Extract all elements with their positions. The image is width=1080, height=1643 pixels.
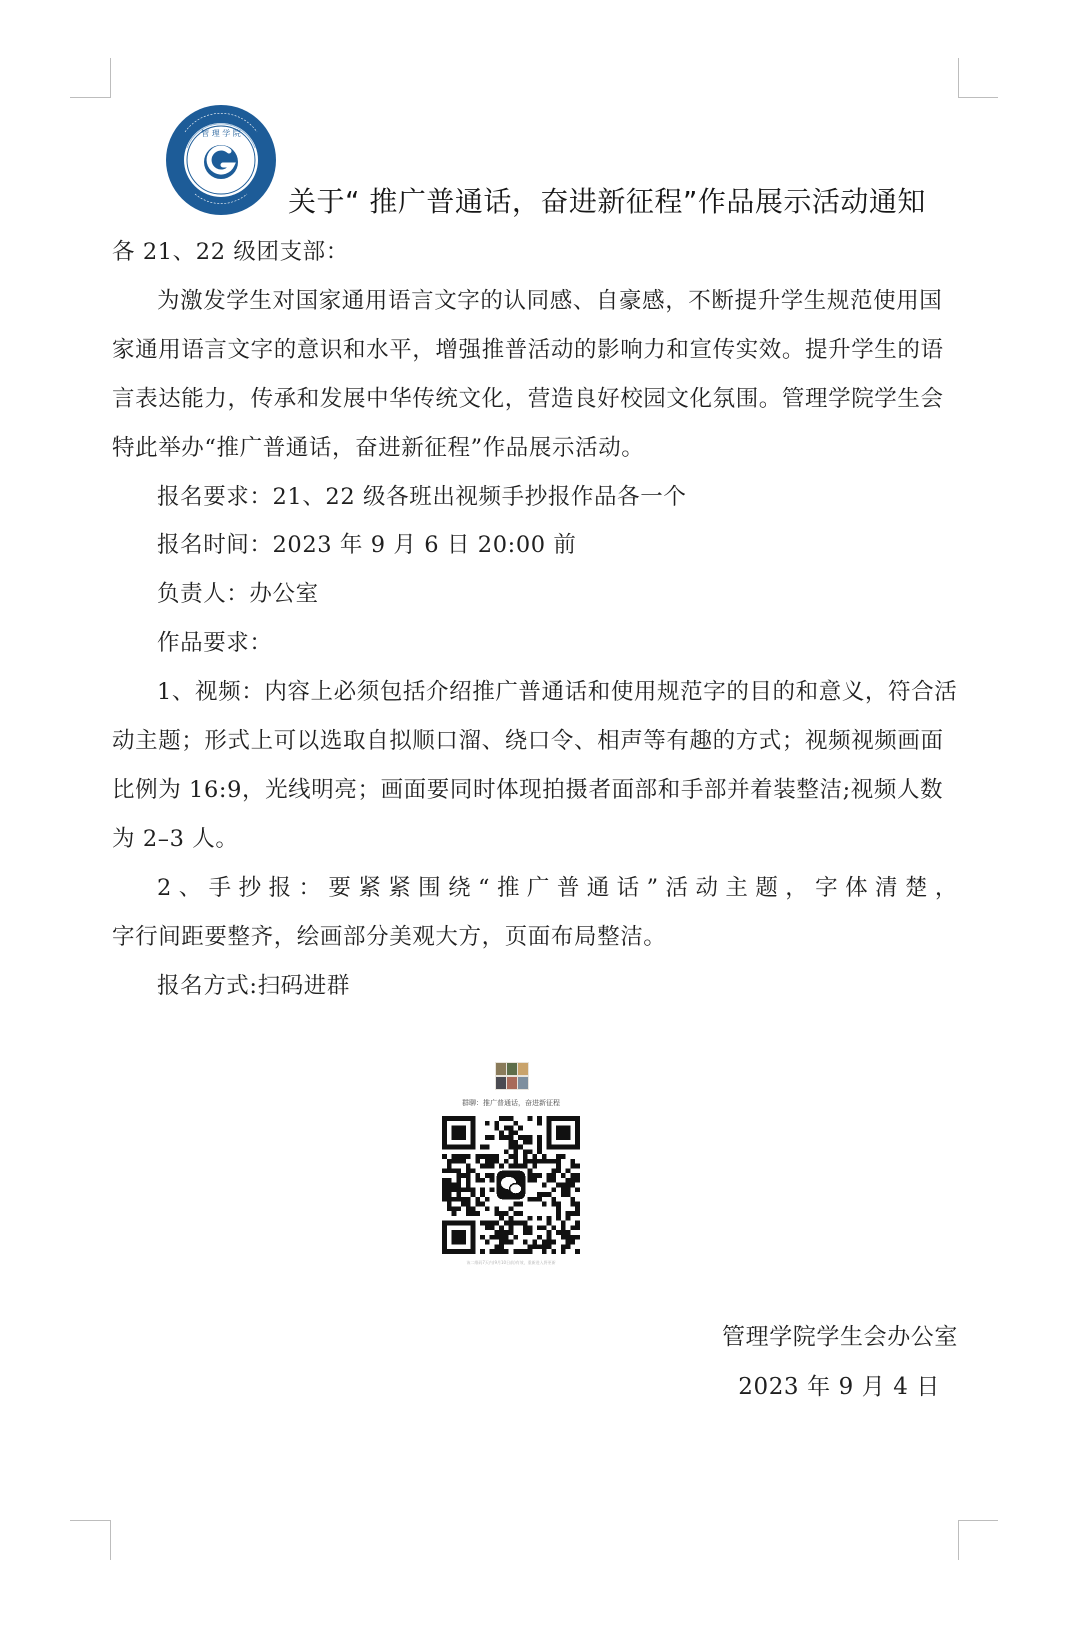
signature-date: 2023 年 9 月 4 日 <box>738 1374 940 1400</box>
college-seal-icon <box>165 104 277 216</box>
crop-mark-bottom-left <box>110 1520 111 1560</box>
poster-requirement-line: 2、手抄报：要紧紧围绕“推广普通话”活动主题，字体清楚， <box>157 874 958 901</box>
crop-mark-bottom-left <box>70 1520 110 1521</box>
intro-paragraph: 为激发学生对国家通用语言文字的认同感、自豪感，不断提升学生规范使用国家通用语言文字的意识和水平，增强推普活动的影响力和宣传实效。提升学生的语言表达能力，传承和发展中华传统文化，营造良好校园文化氛围。管理学院学生会特此举办“推广普通话，奋进新征程”作品展示活动。 <box>112 287 944 461</box>
group-name-label: 群聊：推广普通话，奋进新征程 <box>462 1099 560 1107</box>
person-in-charge: 负责人：办公室 <box>157 581 319 608</box>
crop-mark-bottom-right <box>958 1520 959 1560</box>
crop-mark-top-left <box>110 58 111 98</box>
svg-text:管 理 学 院: 管 理 学 院 <box>201 129 241 138</box>
group-avatar-icon <box>495 1062 529 1090</box>
video-requirement: 1、视频：内容上必须包括介绍推广普通话和使用规范字的目的和意义，符合活动主题；形式上可以选取自拟顺口溜、绕口令、相声等有趣的方式；视频视频画面比例为 16:9，光线明亮；画面要同时体现拍摄者面部和手部并着装整洁;视频人数为 2–3 人。 <box>112 679 958 852</box>
salutation: 各 21、22 级团支部： <box>112 239 349 265</box>
signup-requirement: 报名要求：21、22 级各班出视频手抄报作品各一个 <box>157 483 687 510</box>
crop-mark-top-right <box>958 58 959 98</box>
qr-code[interactable] <box>442 1116 580 1254</box>
crop-mark-top-left <box>70 97 110 98</box>
notice-title: 关于“ 推广普通话，奋进新征程”作品展示活动通知 <box>288 185 926 218</box>
crop-mark-top-right <box>958 97 998 98</box>
poster-requirement-line: 字行间距要整齐，绘画部分美观大方，页面布局整洁。 <box>112 923 667 950</box>
signature-organization: 管理学院学生会办公室 <box>722 1324 958 1350</box>
signup-time: 报名时间：2023 年 9 月 6 日 20:00 前 <box>157 532 577 559</box>
work-requirements-heading: 作品要求： <box>157 630 273 657</box>
signup-method: 报名方式:扫码进群 <box>157 972 350 999</box>
qr-validity-note: 该二维码7天内(9月10日前)有效，重新进入将更新 <box>466 1260 556 1265</box>
crop-mark-bottom-right <box>958 1520 998 1521</box>
notice-body <box>112 228 958 1011</box>
